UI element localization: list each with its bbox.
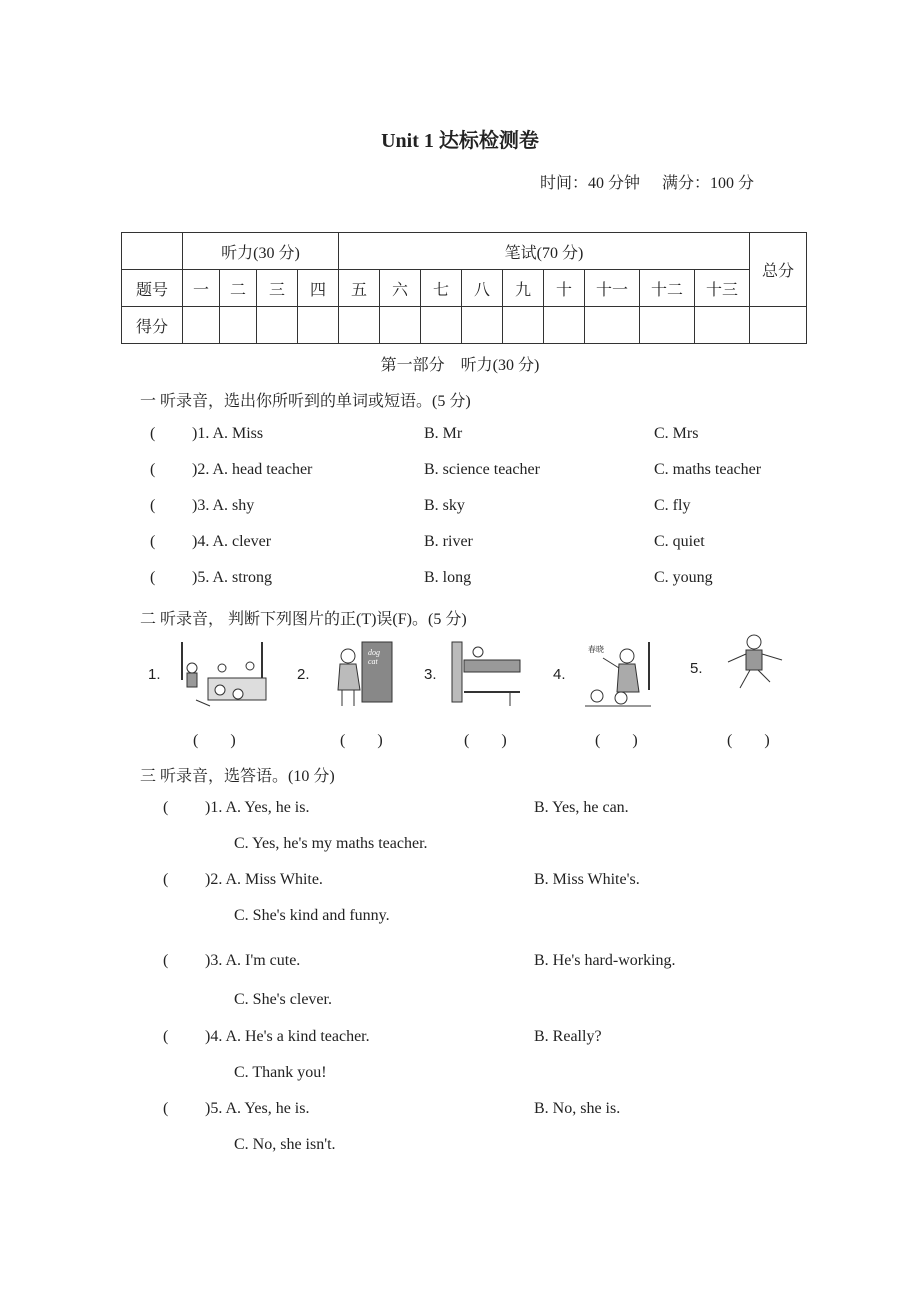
classroom-students-picture <box>180 640 268 710</box>
board-word-cat: cat <box>368 657 378 666</box>
answer-paren[interactable]: ( <box>163 1100 169 1117</box>
answer-paren[interactable]: ( <box>163 871 169 888</box>
s3-q1-option-a: )1. A. Yes, he is. <box>205 799 310 816</box>
picture-number: 5. <box>690 660 703 677</box>
score-cell[interactable] <box>640 307 695 344</box>
answer-paren[interactable]: ( <box>150 425 156 442</box>
question-number: 十一 <box>585 270 640 307</box>
s1-q4-option-b: B. river <box>424 533 473 550</box>
question-number: 十 <box>544 270 585 307</box>
s3-q5-option-b: B. No, she is. <box>534 1100 621 1117</box>
picture-number: 3. <box>424 666 437 683</box>
s3-q1-option-c: C. Yes, he's my maths teacher. <box>234 835 428 852</box>
s1-q5-option-b: B. long <box>424 569 472 586</box>
board-word-dog: dog <box>368 648 380 657</box>
question-number: 四 <box>298 270 339 307</box>
question-number: 五 <box>339 270 380 307</box>
question-number: 一 <box>183 270 220 307</box>
s1-q3-option-c: C. fly <box>654 497 691 514</box>
score-cell[interactable] <box>421 307 462 344</box>
answer-blank[interactable]: ( ) <box>727 732 770 749</box>
question-number: 六 <box>380 270 421 307</box>
answer-paren[interactable]: ( <box>163 799 169 816</box>
score-cell[interactable] <box>695 307 750 344</box>
score-table-corner <box>122 233 183 270</box>
page-title: Unit 1 达标检测卷 <box>381 130 539 152</box>
section3-heading: 三 听录音，选答语。(10 分) <box>140 768 335 785</box>
s1-q5-option-c: C. young <box>654 569 713 586</box>
s1-q4-option-c: C. quiet <box>654 533 705 550</box>
s1-q1-option-a: )1. A. Miss <box>192 425 264 442</box>
s3-q2-option-a: )2. A. Miss White. <box>205 871 323 888</box>
score-cell[interactable] <box>585 307 640 344</box>
row-label-question: 题号 <box>122 270 183 307</box>
answer-blank[interactable]: ( ) <box>193 732 236 749</box>
s1-q1-option-c: C. Mrs <box>654 425 699 442</box>
answer-paren[interactable]: ( <box>150 497 156 514</box>
score-cell[interactable] <box>339 307 380 344</box>
score-cell[interactable] <box>298 307 339 344</box>
listening-header: 听力(30 分) <box>183 233 339 270</box>
picture-number: 4. <box>553 666 566 683</box>
row-label-score: 得分 <box>122 307 183 344</box>
score-table <box>121 232 807 344</box>
s3-q4-option-c: C. Thank you! <box>234 1064 327 1081</box>
picture-number: 1. <box>148 666 161 683</box>
answer-paren[interactable]: ( <box>163 1028 169 1045</box>
part-one-title: 第一部分 听力(30 分) <box>380 357 540 374</box>
s3-q3-option-a: )3. A. I'm cute. <box>205 952 301 969</box>
s3-q4-option-a: )4. A. He's a kind teacher. <box>205 1028 370 1045</box>
writing-header: 笔试(70 分) <box>339 233 750 270</box>
question-number: 七 <box>421 270 462 307</box>
section1-heading: 一 听录音，选出你所听到的单词或短语。(5 分) <box>140 393 471 410</box>
s1-q1-option-b: B. Mr <box>424 425 463 442</box>
s1-q4-option-a: )4. A. clever <box>192 533 272 550</box>
answer-blank[interactable]: ( ) <box>464 732 507 749</box>
total-header: 总分 <box>750 233 807 307</box>
score-cell[interactable] <box>544 307 585 344</box>
s3-q5-option-a: )5. A. Yes, he is. <box>205 1100 310 1117</box>
score-cell[interactable] <box>257 307 298 344</box>
s1-q3-option-b: B. sky <box>424 497 465 514</box>
s1-q3-option-a: )3. A. shy <box>192 497 255 514</box>
answer-blank[interactable]: ( ) <box>595 732 638 749</box>
question-number: 八 <box>462 270 503 307</box>
answer-paren[interactable]: ( <box>150 569 156 586</box>
s3-q3-option-c: C. She's clever. <box>234 991 332 1008</box>
s3-q5-option-c: C. No, she isn't. <box>234 1136 336 1153</box>
exam-meta <box>540 170 754 193</box>
time-limit: 时间：40 分钟 <box>540 175 641 192</box>
section2-heading: 二 听录音， 判断下列图片的正(T)误(F)。(5 分) <box>140 611 467 628</box>
s3-q2-option-c: C. She's kind and funny. <box>234 907 390 924</box>
s1-q5-option-a: )5. A. strong <box>192 569 272 586</box>
question-number: 十二 <box>640 270 695 307</box>
score-cell[interactable] <box>220 307 257 344</box>
question-number: 二 <box>220 270 257 307</box>
answer-paren[interactable]: ( <box>163 952 169 969</box>
jumping-boy-picture <box>720 632 788 702</box>
full-score: 满分：100 分 <box>662 175 755 192</box>
score-cell[interactable] <box>503 307 544 344</box>
s1-q2-option-a: )2. A. head teacher <box>192 461 313 478</box>
s3-q4-option-b: B. Really? <box>534 1028 602 1045</box>
s1-q2-option-b: B. science teacher <box>424 461 540 478</box>
answer-paren[interactable]: ( <box>150 461 156 478</box>
answer-paren[interactable]: ( <box>150 533 156 550</box>
teacher-at-board-picture <box>330 640 394 710</box>
question-number: 十三 <box>695 270 750 307</box>
score-cell[interactable] <box>462 307 503 344</box>
s3-q2-option-b: B. Miss White's. <box>534 871 640 888</box>
board-poem-title: 春晓 <box>588 645 604 654</box>
s3-q3-option-b: B. He's hard-working. <box>534 952 676 969</box>
s1-q2-option-c: C. maths teacher <box>654 461 762 478</box>
picture-number: 2. <box>297 666 310 683</box>
question-number: 三 <box>257 270 298 307</box>
total-score-cell[interactable] <box>750 307 807 344</box>
score-cell[interactable] <box>183 307 220 344</box>
question-number: 九 <box>503 270 544 307</box>
s3-q1-option-b: B. Yes, he can. <box>534 799 629 816</box>
teachers-office-picture <box>450 640 524 710</box>
answer-blank[interactable]: ( ) <box>340 732 383 749</box>
score-cell[interactable] <box>380 307 421 344</box>
